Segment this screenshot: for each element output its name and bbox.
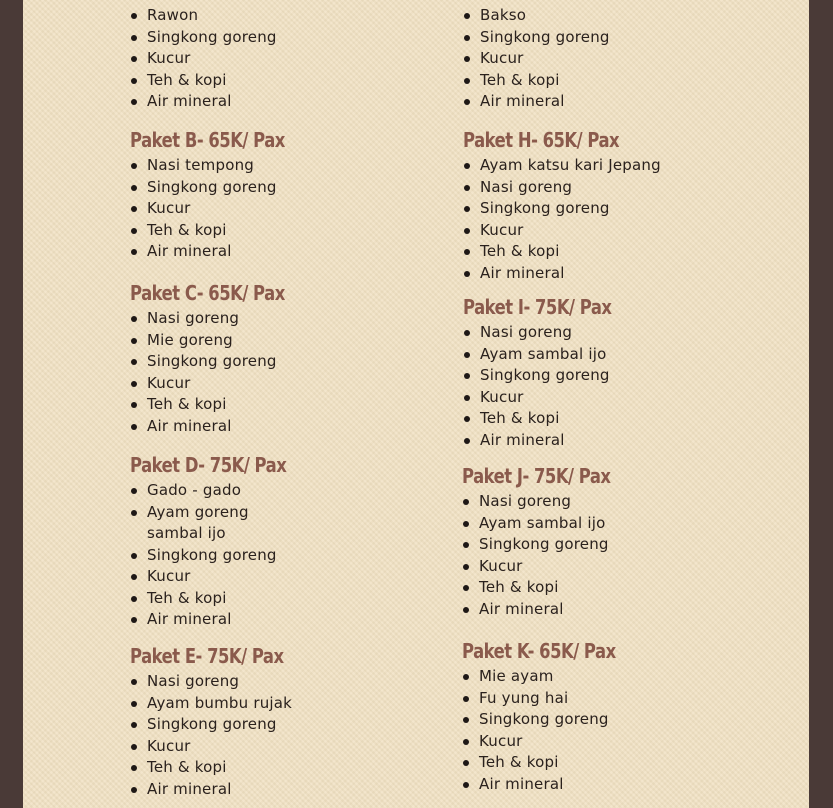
package-title: Paket C- 65K/ Pax — [130, 281, 285, 305]
list-item: Ayam goreng sambal ijo — [130, 502, 297, 545]
list-item: Singkong goreng — [462, 534, 699, 556]
package-title: Paket H- 65K/ Pax — [463, 128, 620, 152]
list-item: Air mineral — [462, 599, 699, 621]
package-h — [463, 128, 700, 284]
list-item: Gado - gado — [130, 480, 297, 502]
list-item: Teh & kopi — [463, 408, 700, 430]
item-list — [130, 155, 319, 263]
list-item: Teh & kopi — [462, 752, 699, 774]
list-item: Rawon — [130, 5, 297, 27]
list-item: Singkong goreng — [463, 365, 700, 387]
list-item: Kucur — [130, 373, 297, 395]
list-item: Singkong goreng — [130, 27, 297, 49]
list-item: Air mineral — [130, 779, 297, 801]
list-item: Kucur — [130, 48, 297, 70]
item-list — [463, 155, 700, 284]
item-list — [130, 308, 319, 437]
package-i — [463, 295, 700, 451]
list-item: Nasi tempong — [130, 155, 297, 177]
list-item: Kucur — [130, 198, 297, 220]
list-item: Kucur — [463, 387, 700, 409]
list-item: Air mineral — [462, 774, 699, 796]
list-item: Nasi goreng — [130, 308, 297, 330]
list-item: Air mineral — [463, 430, 700, 452]
list-item: Teh & kopi — [130, 394, 297, 416]
item-list — [462, 666, 699, 795]
list-item: Air mineral — [130, 91, 297, 113]
list-item: Air mineral — [130, 609, 297, 631]
package-title: Paket D- 75K/ Pax — [130, 453, 287, 477]
item-list — [130, 480, 321, 631]
item-list — [463, 5, 700, 113]
list-item: Teh & kopi — [463, 70, 700, 92]
list-item: Kucur — [462, 731, 699, 753]
package-title: Paket E- 75K/ Pax — [130, 644, 284, 668]
list-item: Ayam sambal ijo — [462, 513, 699, 535]
list-item: Singkong goreng — [130, 351, 297, 373]
list-item: Teh & kopi — [130, 220, 297, 242]
list-item: Air mineral — [463, 263, 700, 285]
list-item: Singkong goreng — [463, 198, 700, 220]
package-d — [130, 453, 321, 631]
package-k — [462, 639, 699, 795]
list-item: Singkong goreng — [462, 709, 699, 731]
list-item: Kucur — [130, 736, 297, 758]
package-c — [130, 281, 319, 437]
list-item: Kucur — [462, 556, 699, 578]
package-b — [130, 128, 319, 263]
list-item: Bakso — [463, 5, 700, 27]
list-item: Teh & kopi — [463, 241, 700, 263]
list-item: Kucur — [463, 48, 700, 70]
list-item: Nasi goreng — [463, 322, 700, 344]
package-e — [130, 644, 317, 800]
item-list — [463, 322, 700, 451]
package-partial-left — [130, 5, 297, 113]
list-item: Singkong goreng — [463, 27, 700, 49]
list-item: Teh & kopi — [130, 588, 297, 610]
list-item: Fu yung hai — [462, 688, 699, 710]
package-title: Paket B- 65K/ Pax — [130, 128, 285, 152]
item-list — [130, 671, 317, 800]
package-title: Paket J- 75K/ Pax — [462, 464, 611, 488]
list-item: Nasi goreng — [462, 491, 699, 513]
package-title: Paket I- 75K/ Pax — [463, 295, 612, 319]
list-item: Nasi goreng — [463, 177, 700, 199]
package-partial-right — [463, 5, 700, 113]
list-item: Air mineral — [463, 91, 700, 113]
list-item: Ayam sambal ijo — [463, 344, 700, 366]
list-item: Kucur — [130, 566, 297, 588]
menu-page — [23, 0, 809, 808]
list-item: Air mineral — [130, 416, 297, 438]
list-item: Kucur — [463, 220, 700, 242]
list-item: Singkong goreng — [130, 714, 297, 736]
list-item: Ayam bumbu rujak — [130, 693, 297, 715]
list-item: Teh & kopi — [462, 577, 699, 599]
list-item: Teh & kopi — [130, 757, 297, 779]
list-item: Air mineral — [130, 241, 297, 263]
list-item: Singkong goreng — [130, 545, 297, 567]
list-item: Ayam katsu kari Jepang — [463, 155, 700, 177]
list-item: Mie goreng — [130, 330, 297, 352]
package-j — [462, 464, 699, 620]
list-item: Nasi goreng — [130, 671, 297, 693]
package-title: Paket K- 65K/ Pax — [462, 639, 616, 663]
item-list — [130, 5, 297, 113]
list-item: Teh & kopi — [130, 70, 297, 92]
list-item: Mie ayam — [462, 666, 699, 688]
item-list — [462, 491, 699, 620]
list-item: Singkong goreng — [130, 177, 297, 199]
